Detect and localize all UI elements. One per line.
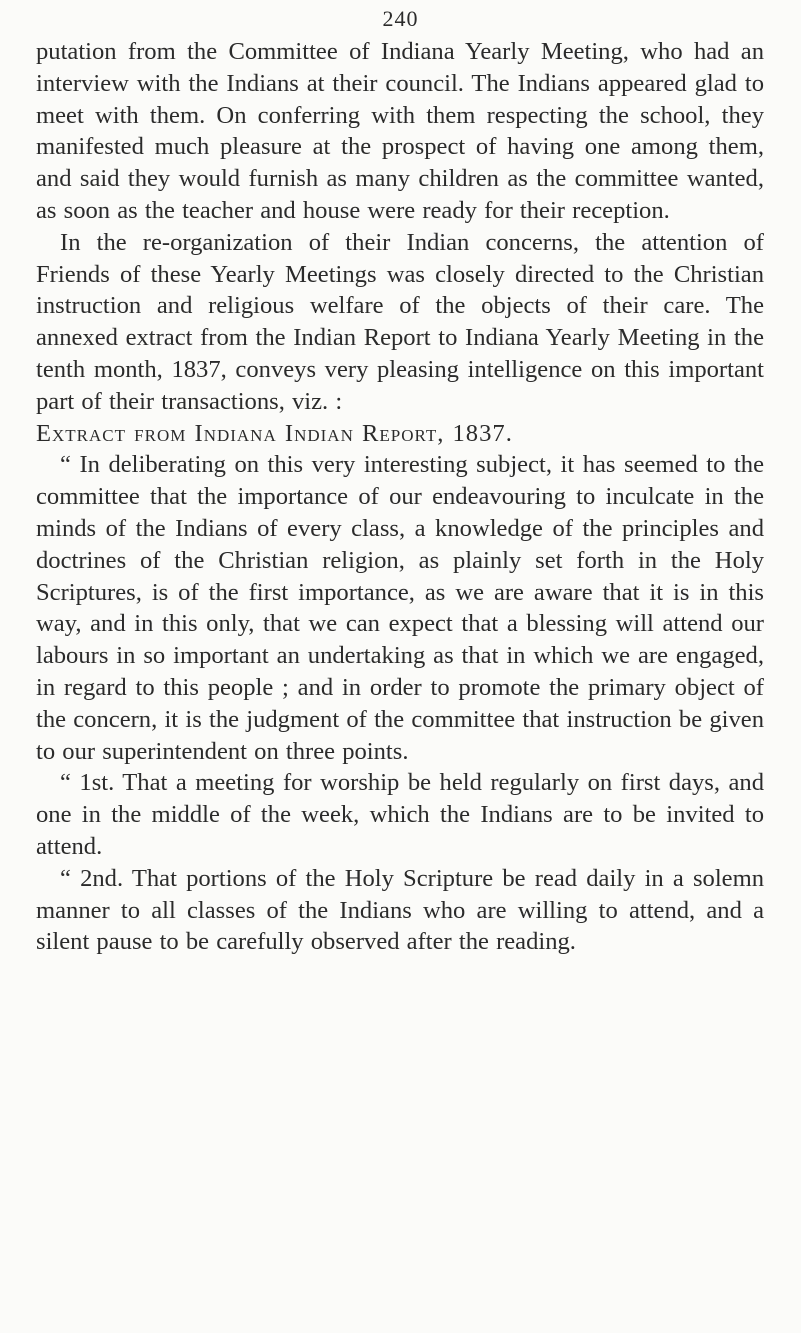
paragraph-continuation: putation from the Committee of Indiana Yearly Meeting, who had an interview with the Indians at their council. The Indians appeared glad to meet with them. On conferring with them respecting the school, they manifested much pleasure at the prospect of having one among them, and said they would furnish as many children as the committee wanted, as soon as the teacher and house were ready for their reception. bbox=[36, 38, 764, 224]
paragraph-point-2: “ 2nd. That portions of the Holy Scripture be read daily in a solemn manner to all classes of the Indians who are willing to attend, and a silent pause to be carefully observed after the reading. bbox=[36, 864, 764, 956]
paragraph-reorganization: In the re-organization of their Indian concerns, the attention of Friends of these Yearly Meetings was closely directed to the Christian instruction and religious welfare of the objects of their care. The annexed extract from the Indian Report to Indiana Yearly Meeting in the tenth month, 1837, conveys very pleasing intelligence on this important part of their transactions, viz. : bbox=[36, 228, 764, 415]
paragraph-point-1: “ 1st. That a meeting for worship be held regularly on first days, and one in the middle of the week, which the Indians are to be invited to attend. bbox=[36, 769, 764, 860]
paragraph-extract-quote: “ In deliberating on this very interesting subject, it has seemed to the committee that the importance of our endeavouring to inculcate in the minds of the Indians of every class, a knowledge of the principles and doctrines of the Christian religion, as plainly set forth in the Holy Scriptures, is of the first importance, as we are aware that it is in this way, and in this only, that we can expect that a blessing will attend our labours in so important an undertaking as that in which we are engaged, in regard to this people ; and in order to promote the primary object of the concern, it is the judgment of the committee that instruction be given to our superintendent on three points. bbox=[36, 451, 764, 765]
page-body bbox=[36, 36, 764, 958]
page-number: 240 bbox=[382, 6, 419, 31]
extract-heading: Extract from Indiana Indian Report, 1837. bbox=[36, 419, 513, 447]
